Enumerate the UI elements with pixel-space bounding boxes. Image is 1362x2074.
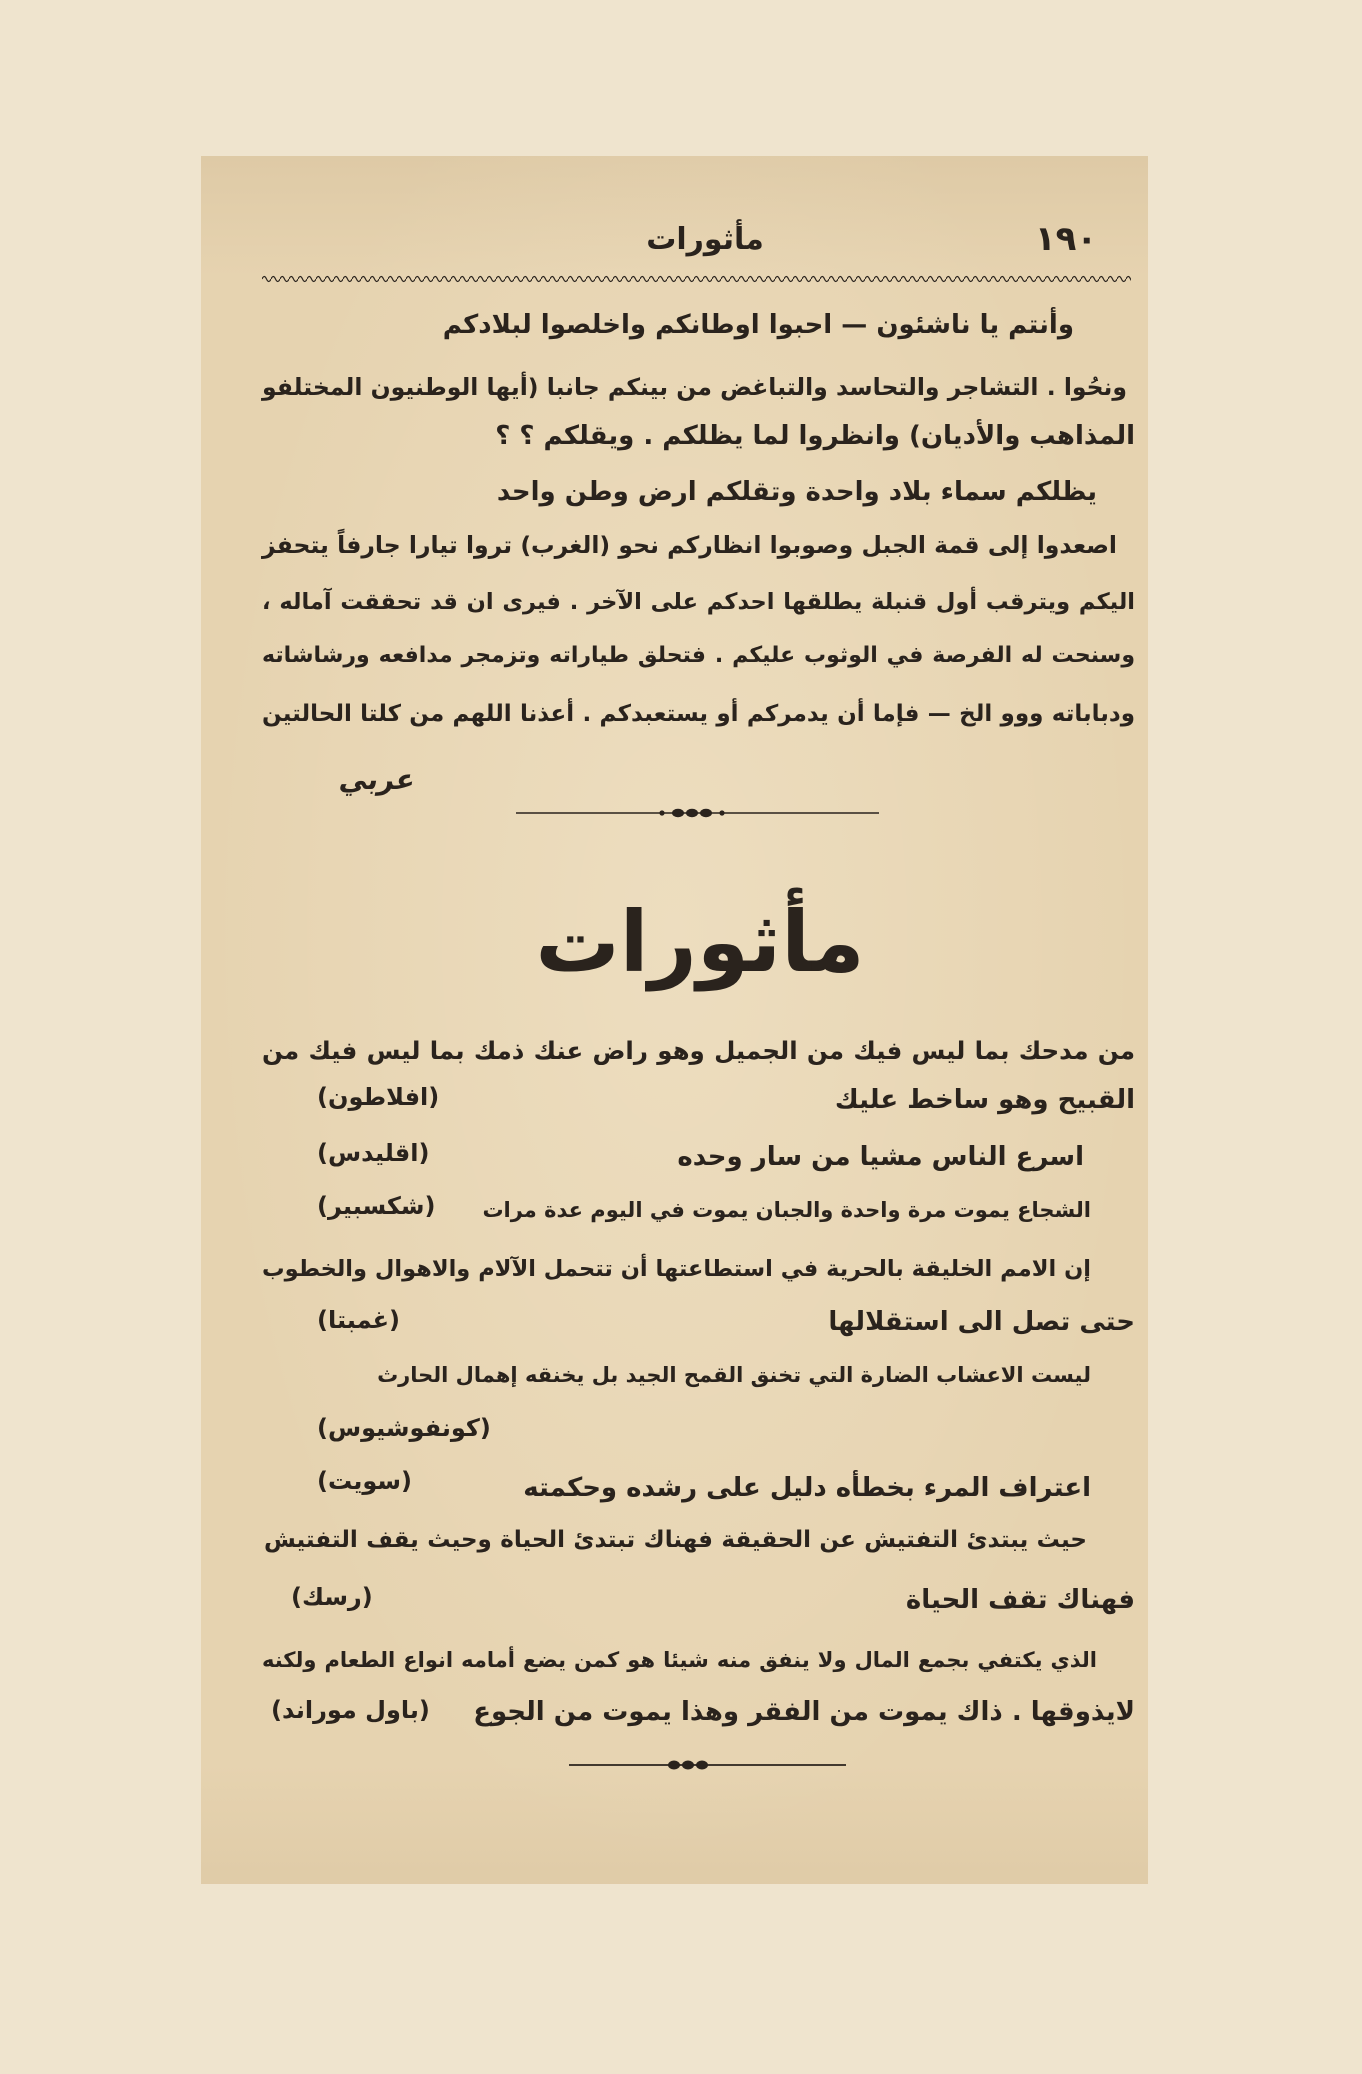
article-line: اليكم ويترقب أول قنبلة يطلقها احدكم على الآخر . فيرى ان قد تحققت آماله ،: [262, 589, 1135, 615]
quote-line: اسرع الناس مشيا من سار وحده: [677, 1142, 1084, 1172]
article-line: اصعدوا إلى قمة الجبل وصوبوا انظاركم نحو (الغرب) تروا تيارا جارفاً يتحفز: [262, 531, 1117, 559]
quote-line: فهناك تقف الحياة: [905, 1585, 1135, 1615]
article-line: وسنحت له الفرصة في الوثوب عليكم . فتحلق طياراته وتزمجر مدافعه ورشاشاته: [262, 643, 1135, 668]
quote-line: الشجاع يموت مرة واحدة والجبان يموت في اليوم عدة مرات: [482, 1198, 1091, 1222]
quote-author: (اقليدس): [317, 1139, 430, 1167]
article-line: وأنتم يا ناشئون — احبوا اوطانكم واخلصوا لبلادكم: [442, 310, 1074, 340]
author-signature: عربي: [336, 763, 419, 796]
quote-line: الذي يكتفي بجمع المال ولا ينفق منه شيئا هو كمن يضع أمامه انواع الطعام ولكنه: [262, 1648, 1097, 1672]
quote-line: حيث يبتدئ التفتيش عن الحقيقة فهناك تبتدئ الحياة وحيث يقف التفتيش: [264, 1527, 1087, 1553]
quote-line: من مدحك بما ليس فيك من الجميل وهو راض عنك ذمك بما ليس فيك من: [262, 1036, 1135, 1065]
article-line: ونحُوا . التشاجر والتحاسد والتباغض من بينكم جانبا (أيها الوطنيون المختلفو: [262, 373, 1127, 401]
quote-author: (رسك): [291, 1583, 373, 1611]
quote-author: (سويت): [317, 1467, 413, 1495]
quote-line: القبيح وهو ساخط عليك: [834, 1085, 1135, 1115]
quote-author: (غمبتا): [317, 1306, 401, 1334]
quote-author: (افلاطون): [317, 1083, 440, 1111]
article-line: المذاهب والأديان) وانظروا لما يظلكم . ويقلكم ؟ ؟: [495, 421, 1135, 451]
quote-line: اعتراف المرء بخطأه دليل على رشده وحكمته: [523, 1473, 1091, 1503]
running-title: مأثورات: [646, 222, 764, 257]
quote-author: (كونفوشيوس): [317, 1414, 491, 1442]
quote-line: حتى تصل الى استقلالها: [828, 1307, 1135, 1337]
ornamental-divider: [569, 1757, 846, 1773]
quote-line: ليست الاعشاب الضارة التي تخنق القمح الجيد بل يخنقه إهمال الحارث: [377, 1363, 1091, 1387]
section-title: مأثورات: [535, 893, 865, 991]
quote-author: (باول موراند): [271, 1696, 430, 1724]
article-line: ودباباته ووو الخ — فإما أن يدمركم أو يستعبدكم . أعذنا اللهم من كلتا الحالتين: [262, 701, 1135, 727]
quote-author: (شكسبير): [317, 1192, 436, 1220]
wavy-header-rule: [262, 272, 1131, 284]
quote-line: إن الامم الخليقة بالحرية في استطاعتها أن تتحمل الآلام والاهوال والخطوب: [262, 1256, 1091, 1282]
quote-line: لايذوقها . ذاك يموت من الفقر وهذا يموت من الجوع: [473, 1697, 1135, 1727]
page-number: ١٩٠: [1034, 219, 1098, 259]
article-line: يظلكم سماء بلاد واحدة وتقلكم ارض وطن واحد: [496, 477, 1097, 507]
ornamental-divider: [516, 805, 879, 821]
